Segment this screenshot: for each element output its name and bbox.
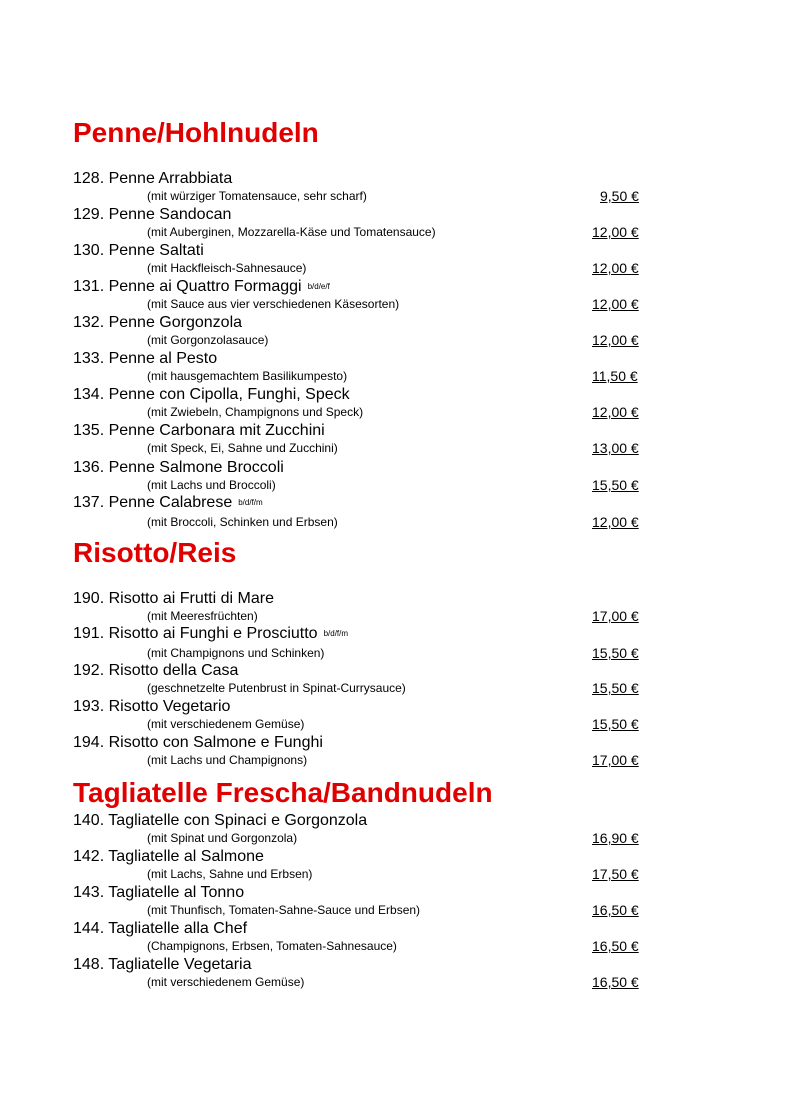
item-description: (mit Auberginen, Mozzarella-Käse und Tomatensauce) xyxy=(147,225,436,239)
item-description: (mit Lachs und Broccoli) xyxy=(147,478,276,492)
item-name: 194. Risotto con Salmone e Funghi xyxy=(73,734,323,751)
menu-item xyxy=(73,698,673,734)
item-price: 12,00 € xyxy=(592,224,639,240)
menu-item xyxy=(73,278,673,314)
item-name: 129. Penne Sandocan xyxy=(73,206,232,223)
item-name: 128. Penne Arrabbiata xyxy=(73,170,233,187)
item-name: 132. Penne Gorgonzola xyxy=(73,314,243,331)
item-price: 12,00 € xyxy=(592,260,639,276)
section-title-tagliatelle: Tagliatelle Frescha/Bandnudeln xyxy=(73,777,493,808)
item-price: 17,50 € xyxy=(592,866,639,882)
item-description: (mit Thunfisch, Tomaten-Sahne-Sauce und Erbsen) xyxy=(147,903,421,917)
menu-item xyxy=(73,590,673,626)
allergen-code: b/d/f/m xyxy=(238,498,263,507)
menu-item xyxy=(73,956,673,992)
item-description: (mit Sauce aus vier verschiedenen Käsesorten) xyxy=(147,297,400,311)
item-price: 17,00 € xyxy=(592,752,639,768)
item-price: 15,50 € xyxy=(592,716,639,732)
menu-item xyxy=(73,848,673,884)
menu-item xyxy=(73,459,673,495)
item-price: 16,90 € xyxy=(592,830,639,846)
menu-item xyxy=(73,884,673,920)
item-name: 192. Risotto della Casa xyxy=(73,662,239,679)
menu-item xyxy=(73,494,673,530)
item-description: (mit würziger Tomatensauce, sehr scharf) xyxy=(147,189,367,203)
menu-item xyxy=(73,350,673,386)
item-price: 12,00 € xyxy=(592,514,639,530)
menu-item xyxy=(73,206,673,242)
item-name: 144. Tagliatelle alla Chef xyxy=(73,920,248,937)
item-description: (mit Lachs, Sahne und Erbsen) xyxy=(147,867,313,881)
menu-item xyxy=(73,422,673,458)
allergen-code: b/d/f/m xyxy=(323,629,349,638)
item-price: 16,50 € xyxy=(592,902,639,918)
menu-item xyxy=(73,812,673,848)
item-description: (mit verschiedenem Gemüse) xyxy=(147,975,305,989)
menu-item xyxy=(73,920,673,956)
item-description: (geschnetzelte Putenbrust in Spinat-Currysauce) xyxy=(147,681,406,695)
item-price: 15,50 € xyxy=(592,680,639,696)
item-description: (mit Speck, Ei, Sahne und Zucchini) xyxy=(147,441,338,455)
item-price: 9,50 € xyxy=(600,188,639,204)
item-name: 136. Penne Salmone Broccoli xyxy=(73,459,284,476)
item-name: 130. Penne Saltati xyxy=(73,242,204,259)
item-name: 143. Tagliatelle al Tonno xyxy=(73,884,245,901)
item-price: 12,00 € xyxy=(592,404,639,420)
item-description: (mit Champignons und Schinken) xyxy=(147,646,325,660)
section-title-risotto: Risotto/Reis xyxy=(73,537,237,568)
item-description: (mit Meeresfrüchten) xyxy=(147,609,258,623)
item-description: (Champignons, Erbsen, Tomaten-Sahnesauce) xyxy=(147,939,397,953)
item-name: 190. Risotto ai Frutti di Mare xyxy=(73,590,274,607)
item-name: 137. Penne Calabrese b/d/f/m xyxy=(73,494,263,511)
item-price: 11,50 € xyxy=(592,368,638,384)
item-description: (mit hausgemachtem Basilikumpesto) xyxy=(147,369,348,383)
item-description: (mit Spinat und Gorgonzola) xyxy=(147,831,298,845)
menu-item xyxy=(73,734,673,770)
item-name: 135. Penne Carbonara mit Zucchini xyxy=(73,422,325,439)
menu-item xyxy=(73,662,673,698)
menu-item xyxy=(73,625,673,661)
menu-item xyxy=(73,170,673,206)
item-description: (mit Lachs und Champignons) xyxy=(147,753,308,767)
menu-item xyxy=(73,386,673,422)
allergen-code: b/d/e/f xyxy=(307,282,330,291)
item-name: 193. Risotto Vegetario xyxy=(73,698,231,715)
menu-item xyxy=(73,242,673,278)
item-name: 134. Penne con Cipolla, Funghi, Speck xyxy=(73,386,350,403)
item-name: 140. Tagliatelle con Spinaci e Gorgonzola xyxy=(73,812,368,829)
item-price: 17,00 € xyxy=(592,608,639,624)
item-description: (mit Hackfleisch-Sahnesauce) xyxy=(147,261,307,275)
item-price: 16,50 € xyxy=(592,974,639,990)
item-name: 191. Risotto ai Funghi e Prosciutto b/d/f/m xyxy=(73,625,349,642)
item-price: 12,00 € xyxy=(592,332,639,348)
item-name: 133. Penne al Pesto xyxy=(73,350,218,367)
item-price: 12,00 € xyxy=(592,296,639,312)
item-price: 13,00 € xyxy=(592,440,639,456)
item-price: 15,50 € xyxy=(592,645,639,661)
section-title-penne: Penne/Hohlnudeln xyxy=(73,117,319,148)
item-price: 15,50 € xyxy=(592,477,639,493)
item-description: (mit Gorgonzolasauce) xyxy=(147,333,269,347)
item-name: 131. Penne ai Quattro Formaggi b/d/e/f xyxy=(73,278,330,295)
item-name: 148. Tagliatelle Vegetaria xyxy=(73,956,252,973)
item-description: (mit Zwiebeln, Champignons und Speck) xyxy=(147,405,364,419)
menu-item xyxy=(73,314,673,350)
item-name: 142. Tagliatelle al Salmone xyxy=(73,848,264,865)
item-description: (mit verschiedenem Gemüse) xyxy=(147,717,305,731)
item-price: 16,50 € xyxy=(592,938,639,954)
item-description: (mit Broccoli, Schinken und Erbsen) xyxy=(147,515,338,529)
